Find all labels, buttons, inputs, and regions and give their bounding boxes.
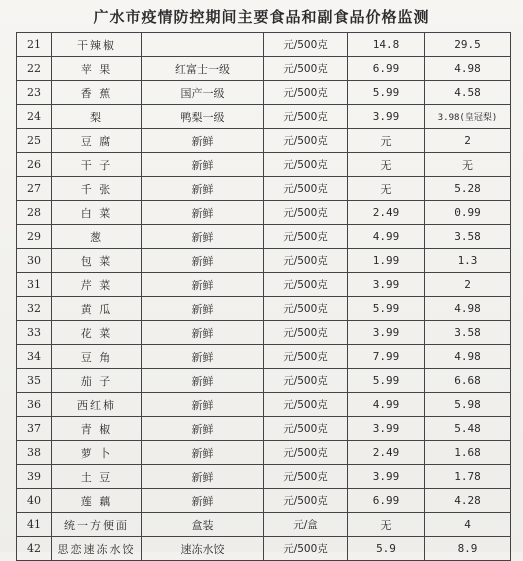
price-2-cell: 1.68 (425, 441, 511, 465)
item-name-cell: 萝 卜 (52, 441, 142, 465)
spec-cell: 新鲜 (142, 369, 264, 393)
item-name-cell: 茄 子 (52, 369, 142, 393)
table-row (17, 297, 511, 321)
item-name-cell: 干 子 (52, 153, 142, 177)
item-name-cell: 豆 腐 (52, 129, 142, 153)
price-2-cell: 4.58 (425, 81, 511, 105)
item-name-cell: 花 菜 (52, 321, 142, 345)
row-number-cell: 38 (17, 441, 52, 465)
unit-cell: 元/500克 (264, 369, 348, 393)
unit-cell: 元/500克 (264, 153, 348, 177)
table-row (17, 129, 511, 153)
unit-cell: 元/500克 (264, 321, 348, 345)
price-1-cell: 2.49 (348, 441, 425, 465)
price-2-cell: 5.28 (425, 177, 511, 201)
spec-cell: 新鲜 (142, 441, 264, 465)
item-name-cell: 千 张 (52, 177, 142, 201)
row-number-cell: 40 (17, 489, 52, 513)
price-1-cell: 14.8 (348, 33, 425, 57)
spec-cell: 新鲜 (142, 273, 264, 297)
row-number-cell: 36 (17, 393, 52, 417)
price-1-cell: 5.9 (348, 537, 425, 561)
row-number-cell: 34 (17, 345, 52, 369)
price-2-cell: 0.99 (425, 201, 511, 225)
spec-cell: 新鲜 (142, 225, 264, 249)
unit-cell: 元/500克 (264, 33, 348, 57)
row-number-cell: 39 (17, 465, 52, 489)
unit-cell: 元/500克 (264, 465, 348, 489)
item-name-cell: 包 菜 (52, 249, 142, 273)
row-number-cell: 21 (17, 33, 52, 57)
price-1-cell: 5.99 (348, 81, 425, 105)
item-name-cell: 青 椒 (52, 417, 142, 441)
price-2-cell: 5.98 (425, 393, 511, 417)
row-number-cell: 35 (17, 369, 52, 393)
price-1-cell: 5.99 (348, 369, 425, 393)
unit-cell: 元/500克 (264, 249, 348, 273)
spec-cell: 新鲜 (142, 153, 264, 177)
item-name-cell: 黄 瓜 (52, 297, 142, 321)
unit-cell: 元/500克 (264, 225, 348, 249)
price-1-cell: 5.99 (348, 297, 425, 321)
price-1-cell: 无 (348, 513, 425, 537)
row-number-cell: 42 (17, 537, 52, 561)
price-2-cell: 4.98 (425, 297, 511, 321)
spec-cell: 新鲜 (142, 489, 264, 513)
table-row (17, 489, 511, 513)
price-2-cell: 4.98 (425, 345, 511, 369)
table-row (17, 153, 511, 177)
price-1-cell: 无 (348, 153, 425, 177)
price-1-cell: 元 (348, 129, 425, 153)
price-1-cell: 无 (348, 177, 425, 201)
price-1-cell: 6.99 (348, 57, 425, 81)
spec-cell: 国产一级 (142, 81, 264, 105)
price-2-cell: 2 (425, 273, 511, 297)
spec-cell: 鸭梨一级 (142, 105, 264, 129)
spec-cell (142, 33, 264, 57)
price-1-cell: 6.99 (348, 489, 425, 513)
table-row (17, 273, 511, 297)
price-table (16, 32, 511, 561)
item-name-cell: 土 豆 (52, 465, 142, 489)
row-number-cell: 41 (17, 513, 52, 537)
row-number-cell: 25 (17, 129, 52, 153)
table-row (17, 177, 511, 201)
spec-cell: 新鲜 (142, 417, 264, 441)
price-2-cell: 4 (425, 513, 511, 537)
price-1-cell: 2.49 (348, 201, 425, 225)
unit-cell: 元/500克 (264, 177, 348, 201)
item-name-cell: 莲 藕 (52, 489, 142, 513)
item-name-cell: 西红柿 (52, 393, 142, 417)
unit-cell: 元/500克 (264, 345, 348, 369)
price-2-cell: 1.3 (425, 249, 511, 273)
price-1-cell: 4.99 (348, 393, 425, 417)
price-1-cell: 7.99 (348, 345, 425, 369)
item-name-cell: 思恋速冻水饺 (52, 537, 142, 561)
spec-cell: 新鲜 (142, 321, 264, 345)
price-1-cell: 3.99 (348, 321, 425, 345)
price-2-cell: 无 (425, 153, 511, 177)
spec-cell: 新鲜 (142, 129, 264, 153)
item-name-cell: 苹 果 (52, 57, 142, 81)
spec-cell: 红富士一级 (142, 57, 264, 81)
price-2-cell: 6.68 (425, 369, 511, 393)
row-number-cell: 29 (17, 225, 52, 249)
unit-cell: 元/500克 (264, 297, 348, 321)
row-number-cell: 23 (17, 81, 52, 105)
price-2-cell: 29.5 (425, 33, 511, 57)
price-2-cell: 5.48 (425, 417, 511, 441)
item-name-cell: 芹 菜 (52, 273, 142, 297)
table-row (17, 105, 511, 129)
row-number-cell: 31 (17, 273, 52, 297)
item-name-cell: 白 菜 (52, 201, 142, 225)
spec-cell: 新鲜 (142, 465, 264, 489)
price-1-cell: 3.99 (348, 273, 425, 297)
price-2-cell: 4.98 (425, 57, 511, 81)
item-name-cell: 葱 (52, 225, 142, 249)
price-1-cell: 4.99 (348, 225, 425, 249)
price-2-cell: 4.28 (425, 489, 511, 513)
row-number-cell: 33 (17, 321, 52, 345)
table-row (17, 441, 511, 465)
row-number-cell: 27 (17, 177, 52, 201)
unit-cell: 元/500克 (264, 417, 348, 441)
spec-cell: 新鲜 (142, 345, 264, 369)
spec-cell: 新鲜 (142, 393, 264, 417)
row-number-cell: 32 (17, 297, 52, 321)
table-row (17, 537, 511, 561)
item-name-cell: 干辣椒 (52, 33, 142, 57)
table-row (17, 345, 511, 369)
table-row (17, 321, 511, 345)
row-number-cell: 37 (17, 417, 52, 441)
unit-cell: 元/500克 (264, 105, 348, 129)
price-2-cell: 3.58 (425, 321, 511, 345)
page-title: 广水市疫情防控期间主要食品和副食品价格监测 (93, 8, 430, 26)
unit-cell: 元/500克 (264, 489, 348, 513)
table-row (17, 513, 511, 537)
price-1-cell: 3.99 (348, 465, 425, 489)
unit-cell: 元/500克 (264, 201, 348, 225)
table-row (17, 465, 511, 489)
item-name-cell: 豆 角 (52, 345, 142, 369)
unit-cell: 元/500克 (264, 441, 348, 465)
unit-cell: 元/500克 (264, 273, 348, 297)
price-2-cell: 2 (425, 129, 511, 153)
price-1-cell: 3.99 (348, 417, 425, 441)
unit-cell: 元/500克 (264, 129, 348, 153)
table-row (17, 81, 511, 105)
unit-cell: 元/500克 (264, 393, 348, 417)
item-name-cell: 香 蕉 (52, 81, 142, 105)
item-name-cell: 梨 (52, 105, 142, 129)
spec-cell: 盒装 (142, 513, 264, 537)
table-row (17, 393, 511, 417)
table-row (17, 369, 511, 393)
price-table-body (17, 33, 511, 561)
row-number-cell: 22 (17, 57, 52, 81)
unit-cell: 元/盒 (264, 513, 348, 537)
row-number-cell: 26 (17, 153, 52, 177)
spec-cell: 新鲜 (142, 297, 264, 321)
spec-cell: 新鲜 (142, 201, 264, 225)
row-number-cell: 28 (17, 201, 52, 225)
price-1-cell: 1.99 (348, 249, 425, 273)
table-row (17, 249, 511, 273)
price-2-cell: 1.78 (425, 465, 511, 489)
row-number-cell: 24 (17, 105, 52, 129)
table-row (17, 57, 511, 81)
price-2-cell: 8.9 (425, 537, 511, 561)
row-number-cell: 30 (17, 249, 52, 273)
spec-cell: 新鲜 (142, 177, 264, 201)
spec-cell: 速冻水饺 (142, 537, 264, 561)
unit-cell: 元/500克 (264, 81, 348, 105)
price-1-cell: 3.99 (348, 105, 425, 129)
price-2-cell: 3.98(皇冠梨) (425, 105, 511, 129)
unit-cell: 元/500克 (264, 537, 348, 561)
spec-cell: 新鲜 (142, 249, 264, 273)
item-name-cell: 统一方便面 (52, 513, 142, 537)
price-2-cell: 3.58 (425, 225, 511, 249)
table-row (17, 33, 511, 57)
table-row (17, 417, 511, 441)
unit-cell: 元/500克 (264, 57, 348, 81)
table-row (17, 201, 511, 225)
table-row (17, 225, 511, 249)
